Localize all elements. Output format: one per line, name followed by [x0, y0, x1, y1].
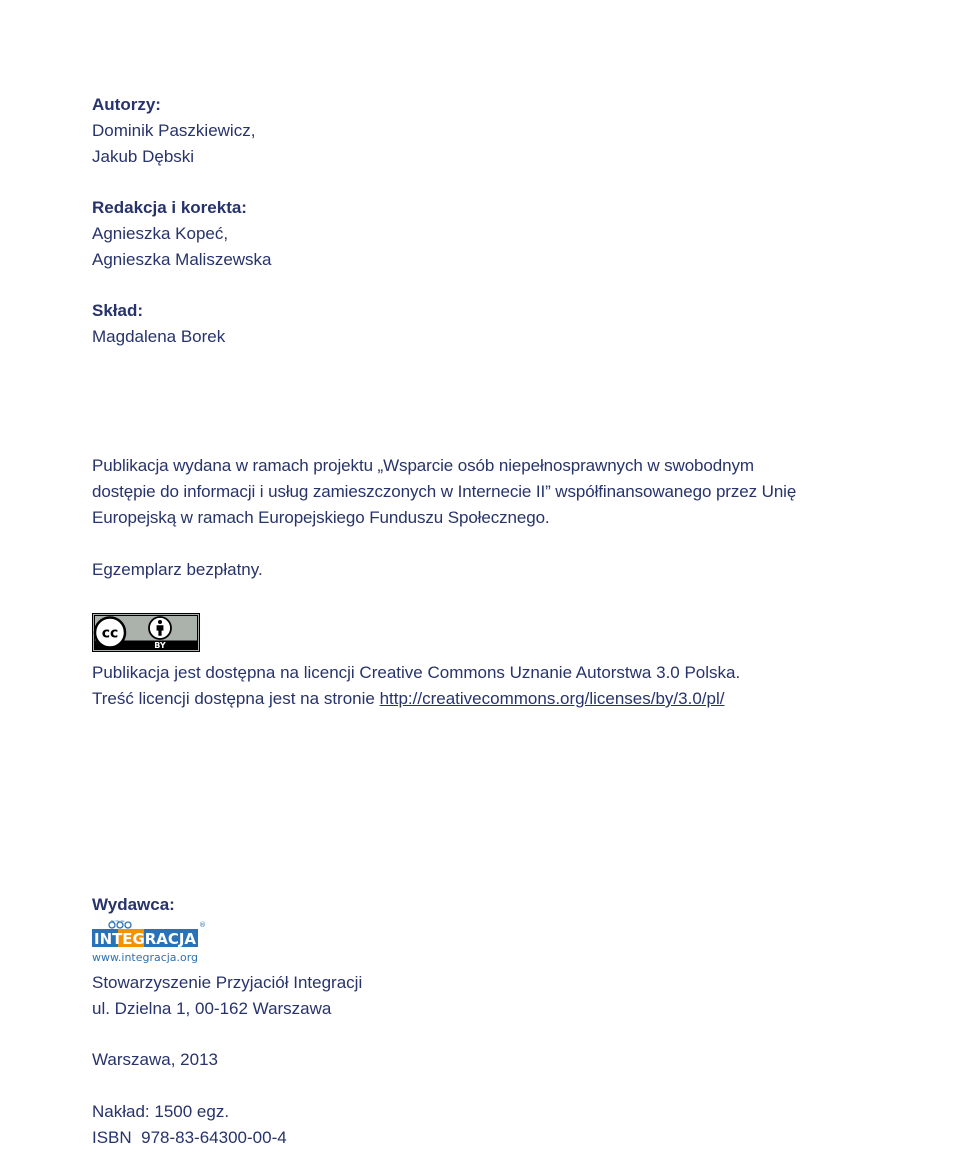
editing-heading: Redakcja i korekta: — [92, 198, 247, 217]
editing-section — [92, 195, 912, 273]
typesetting-heading: Skład: — [92, 301, 144, 320]
cc-by-badge — [92, 613, 912, 653]
cc-mark: cc — [101, 625, 119, 642]
license-section — [92, 660, 912, 712]
publication-note-line: Publikacja wydana w ramach projektu „Wsparcie osób niepełnosprawnych w swobodnym — [92, 456, 754, 475]
logo-figures: ~~~ — [110, 918, 126, 925]
isbn: ISBN 978-83-64300-00-4 — [92, 1128, 287, 1147]
typesetting-section — [92, 298, 912, 350]
publisher-heading: Wydawca: — [92, 895, 175, 914]
publication-note-line: dostępie do informacji i usług zamieszczonych w Internecie II” współfinansowanego przez Unię — [92, 482, 797, 501]
editor-name: Agnieszka Kopeć, — [92, 224, 229, 243]
publisher-section — [92, 892, 912, 918]
place-year — [92, 1047, 912, 1073]
logo-registered-mark: ® — [199, 921, 206, 929]
integracja-logo — [92, 918, 204, 966]
publication-note-line: Europejską w ramach Europejskiego Funduszu Społecznego. — [92, 508, 550, 527]
author-name: Dominik Paszkiewicz, — [92, 121, 256, 140]
logo-url: www.integracja.org — [92, 951, 198, 964]
license-url-line — [92, 686, 912, 712]
cc-by-license-icon — [92, 613, 202, 653]
publisher-address: ul. Dzielna 1, 00-162 Warszawa — [92, 999, 332, 1018]
editor-name: Agnieszka Maliszewska — [92, 250, 272, 269]
publisher-name: Stowarzyszenie Przyjaciół Integracji — [92, 973, 363, 992]
authors-section — [92, 92, 912, 170]
place-year-text: Warszawa, 2013 — [92, 1050, 218, 1069]
publisher-logo — [92, 918, 912, 966]
by-mark: BY — [154, 641, 166, 650]
print-details — [92, 1099, 912, 1151]
license-url-prefix: Treść licencji dostępna jest na stronie — [92, 689, 380, 708]
author-name: Jakub Dębski — [92, 147, 195, 166]
license-text: Publikacja jest dostępna na licencji Creative Commons Uznanie Autorstwa 3.0 Polska. — [92, 663, 741, 682]
authors-heading: Autorzy: — [92, 95, 161, 114]
publication-note — [92, 453, 912, 531]
license-url-link[interactable]: http://creativecommons.org/licenses/by/3.0/pl/ — [379, 689, 725, 708]
print-run: Nakład: 1500 egz. — [92, 1102, 230, 1121]
logo-wordmark: INTEGRACJA — [94, 930, 197, 948]
free-copy-note — [92, 557, 912, 583]
typesetter-name: Magdalena Borek — [92, 327, 226, 346]
free-copy-text: Egzemplarz bezpłatny. — [92, 560, 263, 579]
publisher-details — [92, 970, 912, 1022]
